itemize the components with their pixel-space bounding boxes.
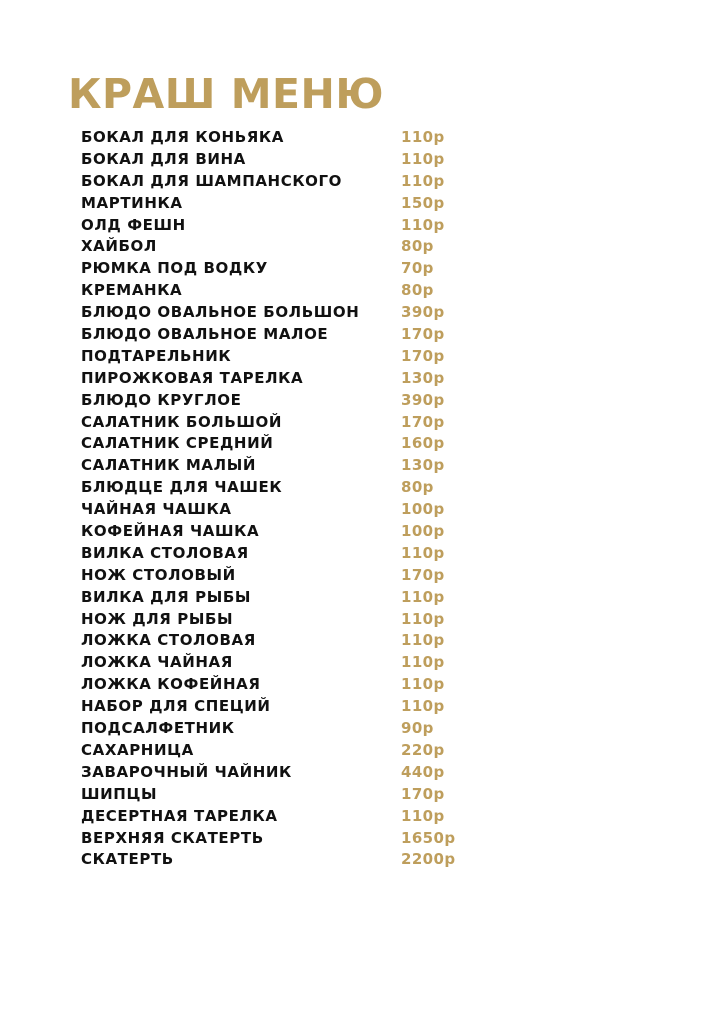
list-item [81,235,501,257]
item-price: 130р [401,456,445,475]
item-name: БОКАЛ ДЛЯ ШАМПАНСКОГО [81,171,343,190]
list-item [81,717,501,739]
list-item [81,761,501,783]
list-item [81,520,501,542]
item-name: КОФЕЙНАЯ ЧАШКА [81,522,260,541]
item-price: 110р [401,215,445,234]
list-item [81,257,501,279]
list-item [81,827,501,849]
item-price: 1650р [401,828,456,847]
item-name: БЛЮДО ОВАЛЬНОЕ БОЛЬШОН [81,303,360,322]
item-name: НАБОР ДЛЯ СПЕЦИЙ [81,697,271,716]
item-name: ОЛД ФЕШН [81,215,186,234]
page-title: КРАШ МЕНЮ [68,70,384,118]
item-price: 160р [401,434,445,453]
item-price: 220р [401,740,445,759]
item-name: БЛЮДО КРУГЛОЕ [81,390,242,409]
item-price: 110р [401,587,445,606]
item-price: 110р [401,171,445,190]
item-price: 110р [401,609,445,628]
item-price: 90р [401,719,434,738]
item-name: ВИЛКА СТОЛОВАЯ [81,543,249,562]
item-price: 110р [401,543,445,562]
item-price: 170р [401,565,445,584]
item-name: ВИЛКА ДЛЯ РЫБЫ [81,587,252,606]
item-name: ЛОЖКА ЧАЙНАЯ [81,653,233,672]
list-item [81,564,501,586]
item-price: 390р [401,303,445,322]
item-price: 150р [401,193,445,212]
item-price: 110р [401,128,445,146]
item-price: 170р [401,412,445,431]
item-price: 100р [401,522,445,541]
item-name: БОКАЛ ДЛЯ ВИНА [81,149,246,168]
list-item [81,651,501,673]
item-price: 130р [401,368,445,387]
item-price: 110р [401,149,445,168]
list-item [81,345,501,367]
list-item [81,170,501,192]
item-name: КРЕМАНКА [81,281,183,300]
list-item [81,279,501,301]
item-price: 80р [401,478,434,497]
list-item [81,301,501,323]
item-price: 110р [401,631,445,650]
list-item [81,367,501,389]
list-item [81,848,501,870]
item-price: 110р [401,653,445,672]
item-name: МАРТИНКА [81,193,183,212]
list-item [81,498,501,520]
item-price: 70р [401,259,434,278]
list-item [81,783,501,805]
list-item [81,323,501,345]
list-item [81,148,501,170]
price-list [81,126,501,870]
list-item [81,586,501,608]
list-item [81,695,501,717]
item-price: 80р [401,237,434,256]
item-price: 440р [401,762,445,781]
list-item [81,192,501,214]
item-name: ПИРОЖКОВАЯ ТАРЕЛКА [81,368,304,387]
item-price: 2200р [401,850,456,869]
item-name: НОЖ ДЛЯ РЫБЫ [81,609,234,628]
item-name: САЛАТНИК МАЛЫЙ [81,456,256,475]
item-price: 110р [401,697,445,716]
item-name: САХАРНИЦА [81,740,194,759]
item-name: ЛОЖКА КОФЕЙНАЯ [81,675,261,694]
item-name: ШИПЦЫ [81,784,158,803]
item-price: 170р [401,346,445,365]
list-item [81,389,501,411]
item-price: 110р [401,675,445,694]
item-name: БЛЮДО ОВАЛЬНОЕ МАЛОЕ [81,325,329,344]
item-name: ВЕРХНЯЯ СКАТЕРТЬ [81,828,264,847]
item-name: БОКАЛ ДЛЯ КОНЬЯКА [81,128,284,146]
list-item [81,476,501,498]
item-name: ЛОЖКА СТОЛОВАЯ [81,631,256,650]
item-price: 110р [401,806,445,825]
item-name: ДЕСЕРТНАЯ ТАРЕЛКА [81,806,278,825]
item-name: СКАТЕРТЬ [81,850,174,869]
item-price: 390р [401,390,445,409]
list-item [81,739,501,761]
item-price: 100р [401,500,445,519]
item-price: 80р [401,281,434,300]
item-name: РЮМКА ПОД ВОДКУ [81,259,268,278]
list-item [81,542,501,564]
list-item [81,126,501,148]
list-item [81,805,501,827]
list-item [81,673,501,695]
item-name: ПОДСАЛФЕТНИК [81,719,235,738]
item-price: 170р [401,784,445,803]
item-name: НОЖ СТОЛОВЫЙ [81,565,236,584]
list-item [81,432,501,454]
item-name: ПОДТАРЕЛЬНИК [81,346,232,365]
item-name: ХАЙБОЛ [81,237,157,256]
list-item [81,454,501,476]
item-name: БЛЮДЦЕ ДЛЯ ЧАШЕК [81,478,283,497]
list-item [81,629,501,651]
item-name: ЗАВАРОЧНЫЙ ЧАЙНИК [81,762,292,781]
item-name: САЛАТНИК БОЛЬШОЙ [81,412,283,431]
list-item [81,411,501,433]
list-item [81,214,501,236]
item-price: 170р [401,325,445,344]
list-item [81,608,501,630]
item-name: САЛАТНИК СРЕДНИЙ [81,434,274,453]
item-name: ЧАЙНАЯ ЧАШКА [81,500,232,519]
